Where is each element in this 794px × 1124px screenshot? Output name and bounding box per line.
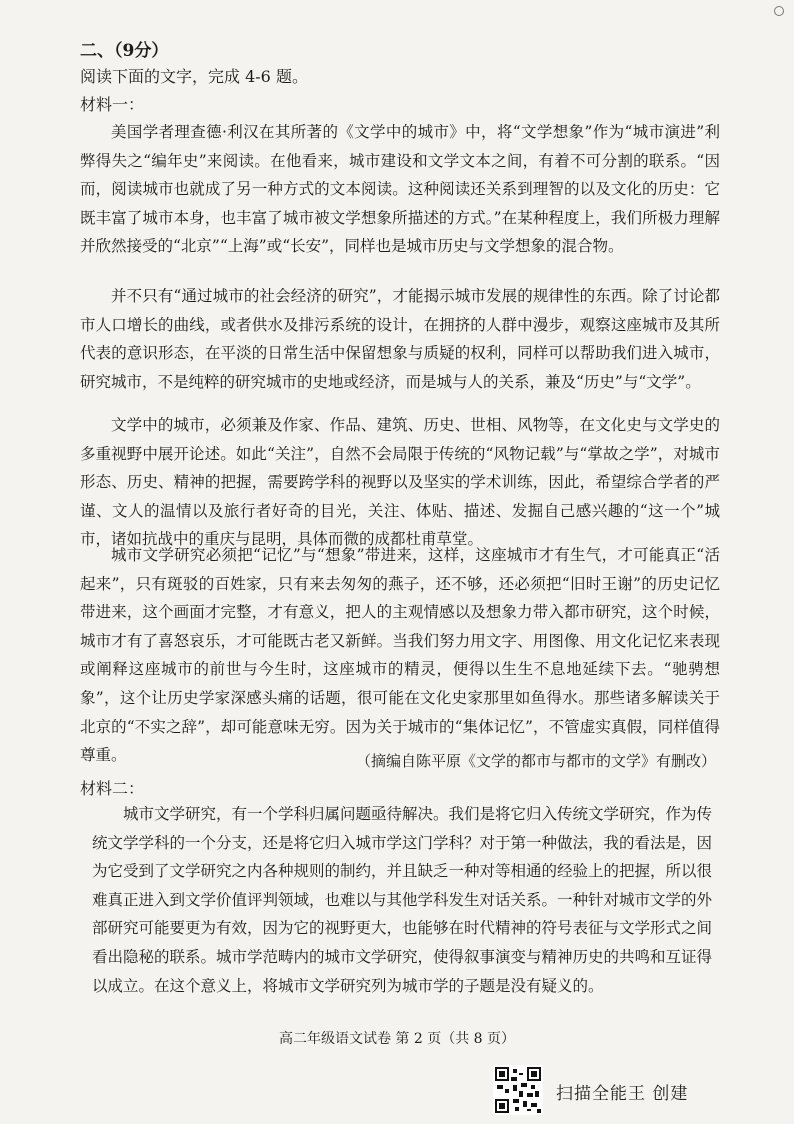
qr-code-icon [493,1065,543,1115]
material-1-paragraph: 城市文学研究必须把“记忆”与“想象”带进来，这样，这座城市才有生气，才可能真正“活起来”，只有斑驳的百姓家，只有来去匆匆的燕子，还不够，还必须把“旧时王谢”的历史记忆带进来，这个画面才完整，才有意义，把人的主观情感以及想象力带入都市研究，这个时候，城市才有了喜怒哀乐，才可能既古老又新鲜。当我们努力用文字、用图像、用文化记忆来表现或阐释这座城市的前世与今生时，这座城市的精灵，便得以生生不息地延续下去。“驰骋想象”，这个让历史学家深感头痛的话题，很可能在文化史家那里如鱼得水。那些诸多解读关于北京的“不实之辞”，却可能意味无穷。因为关于城市的“集体记忆”，不管虚实真假，同样值得尊重。 [80,546,720,765]
corner-mark-icon [774,6,784,16]
material-1-paragraph: 文学中的城市，必须兼及作家、作品、建筑、历史、世相、风物等，在文化史与文学史的多重视野中展开论述。如此“关注”，自然不会局限于传统的“风物记载”与“掌故之学”，对城市形态、历史、精神的把握，需要跨学科的视野以及坚实的学术训练，因此，希望综合学者的严谨、文人的温情以及旅行者好奇的目光，关注、体贴、描述、发掘自己感兴趣的“这一个”城市，诸如抗战中的重庆与昆明，具体而微的成都杜甫草堂。 [80,416,720,549]
material-1-source: （摘编自陈平原《文学的都市与都市的文学》有删改） [355,752,716,770]
material-1-paragraph: 并不只有“通过城市的社会经济的研究”，才能揭示城市发展的规律性的东西。除了讨论都市人口增长的曲线，或者供水及排污系统的设计，在拥挤的人群中漫步，观察这座城市及其所代表的意识形态，在平淡的日常生活中保留想象与质疑的权利，同样可以帮助我们进入城市，研究城市，不是纯粹的研究城市的史地或经济，而是城与人的关系，兼及“历史”与“文学”。 [80,287,720,391]
material-1-label: 材料一： [80,95,145,114]
material-2-paragraph: 城市文学研究，有一个学科归属问题亟待解决。我们是将它归入传统文学研究，作为传统文学学科的一个分支，还是将它归入城市学这门学科？对于第一种做法，我的看法是，因为它受到了文学研究之内各种规则的制约，并且缺乏一种对等相通的经验上的把握，所以很难真正进入到文学价值评判领域，也难以与其他学科发生对话关系。一种针对城市文学的外部研究可能要更为有效，因为它的视野更大，也能够在时代精神的符号表征与文学形式之间看出隐秘的联系。城市学范畴内的城市文学研究，使得叙事演变与精神历史的共鸣和互证得以成立。在这个意义上，将城市文学研究列为城市学的子题是没有疑义的。 [92,805,713,995]
section-instructions: 阅读下面的文字，完成 4-6 题。 [80,67,308,86]
material-1-paragraph: 美国学者理查德·利汉在其所著的《文学中的城市》中，将“文学想象”作为“城市演进”利弊得失之“编年史”来阅读。在他看来，城市建设和文学文本之间，有着不可分割的联系。“因而，阅读城市也就成了另一种方式的文本阅读。这种阅读还关系到理智的以及文化的历史：它既丰富了城市本身，也丰富了城市被文学想象所描述的方式。”在某种程度上，我们所极力理解并欣然接受的“北京”“上海”或“长安”，同样也是城市历史与文学想象的混合物。 [80,123,720,256]
scanner-watermark: 扫描全能王 创建 [556,1084,689,1104]
material-2-label: 材料二： [80,779,145,798]
section-heading: 二、（9分） [80,41,169,61]
page-footer: 高二年级语文试卷 第 2 页（共 8 页） [278,1031,516,1047]
